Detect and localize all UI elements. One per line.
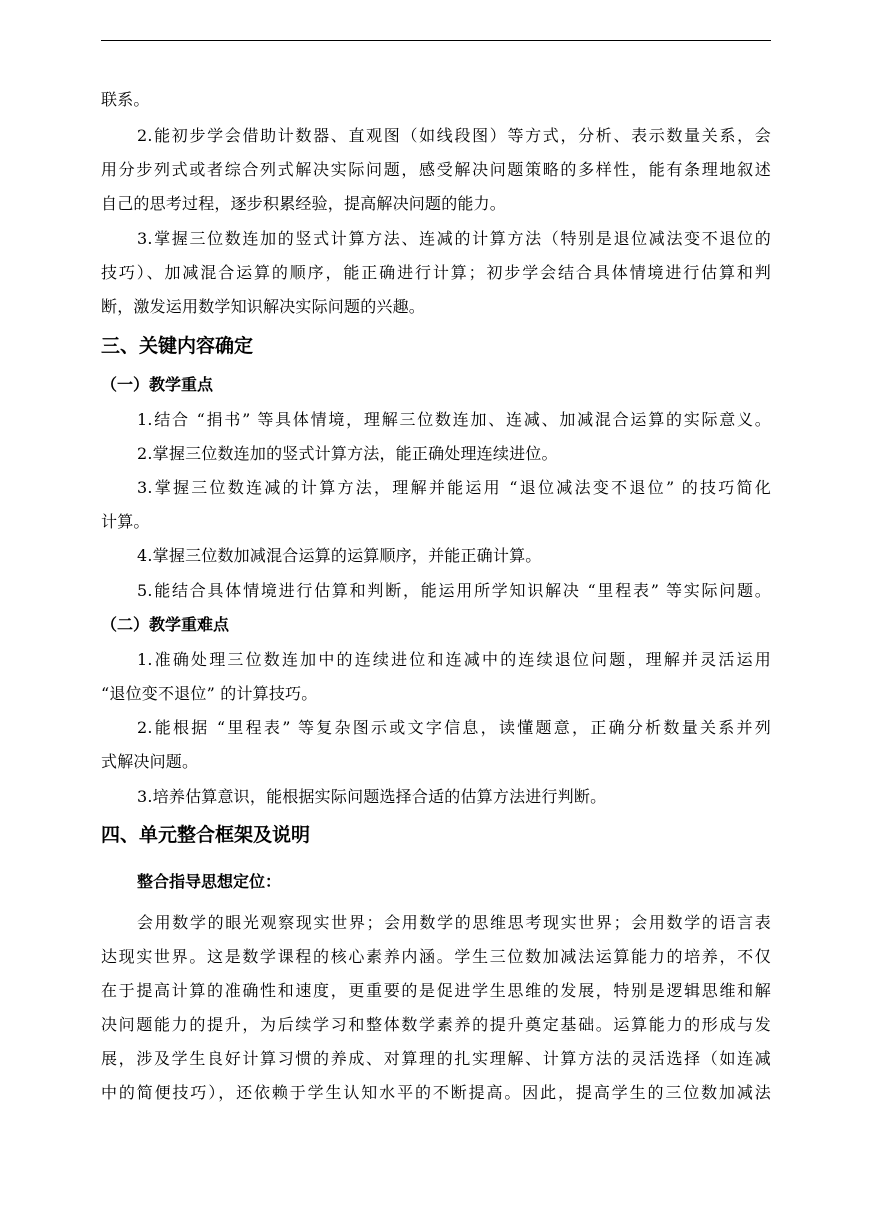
guiding-paragraph-line: 中的简便技巧），还依赖于学生认知水平的不断提高。因此，提高学生的三位数加减法 — [101, 1083, 771, 1102]
difficulty-item-2: 2.能根据 “里程表” 等复杂图示或文字信息，读懂题意，正确分析数量关系并列 — [137, 718, 771, 737]
subheading-difficulties: （二）教学重难点 — [101, 615, 230, 634]
focus-item-3-cont: 计算。 — [101, 512, 150, 531]
guiding-idea-heading: 整合指导思想定位： — [137, 872, 282, 891]
guiding-paragraph-line: 决问题能力的提升，为后续学习和整体数学素养的提升奠定基础。运算能力的形成与发 — [101, 1015, 771, 1034]
guiding-paragraph-line: 会用数学的眼光观察现实世界；会用数学的思维思考现实世界；会用数学的语言表 — [137, 913, 771, 932]
focus-item-3: 3.掌握三位数连减的计算方法，理解并能运用 “退位减法变不退位” 的技巧简化 — [137, 478, 771, 497]
section-heading-key-content: 三、关键内容确定 — [101, 335, 254, 357]
objective-2-line: 自己的思考过程，逐步积累经验，提高解决问题的能力。 — [101, 194, 507, 213]
focus-item-1: 1.结合 “捐书” 等具体情境，理解三位数连加、连减、加减混合运算的实际意义。 — [137, 410, 771, 429]
guiding-paragraph-line: 达现实世界。这是数学课程的核心素养内涵。学生三位数加减法运算能力的培养，不仅 — [101, 947, 771, 966]
guiding-paragraph-line: 展，涉及学生良好计算习惯的养成、对算理的扎实理解、计算方法的灵活选择（如连减 — [101, 1049, 771, 1068]
focus-item-2: 2.掌握三位数连加的竖式计算方法，能正确处理连续进位。 — [137, 444, 558, 463]
difficulty-item-1-cont: “退位变不退位” 的计算技巧。 — [101, 684, 318, 703]
difficulty-item-2-cont: 式解决问题。 — [101, 752, 199, 771]
header-rule — [101, 40, 771, 41]
difficulty-item-3: 3.培养估算意识，能根据实际问题选择合适的估算方法进行判断。 — [137, 787, 607, 806]
guiding-paragraph-line: 在于提高计算的准确性和速度，更重要的是促进学生思维的发展，特别是逻辑思维和解 — [101, 981, 771, 1000]
focus-item-5: 5.能结合具体情境进行估算和判断，能运用所学知识解决 “里程表” 等实际问题。 — [137, 581, 771, 600]
focus-item-4: 4.掌握三位数加减混合运算的运算顺序，并能正确计算。 — [137, 546, 542, 565]
objective-3-line: 技巧）、加减混合运算的顺序，能正确进行计算；初步学会结合具体情境进行估算和判 — [101, 263, 771, 282]
objective-3-line: 断，激发运用数学知识解决实际问题的兴趣。 — [101, 297, 426, 316]
objective-2-line: 用分步列式或者综合列式解决实际问题，感受解决问题策略的多样性，能有条理地叙述 — [101, 160, 771, 179]
section-heading-framework: 四、单元整合框架及说明 — [101, 824, 311, 846]
paragraph-line: 联系。 — [101, 90, 150, 109]
objective-3-line: 3.掌握三位数连加的竖式计算方法、连减的计算方法（特别是退位减法变不退位的 — [137, 229, 771, 248]
subheading-teaching-focus: （一）教学重点 — [101, 375, 214, 394]
objective-2-line: 2.能初步学会借助计数器、直观图（如线段图）等方式，分析、表示数量关系，会 — [137, 126, 771, 145]
difficulty-item-1: 1.准确处理三位数连加中的连续进位和连减中的连续退位问题，理解并灵活运用 — [137, 650, 771, 669]
